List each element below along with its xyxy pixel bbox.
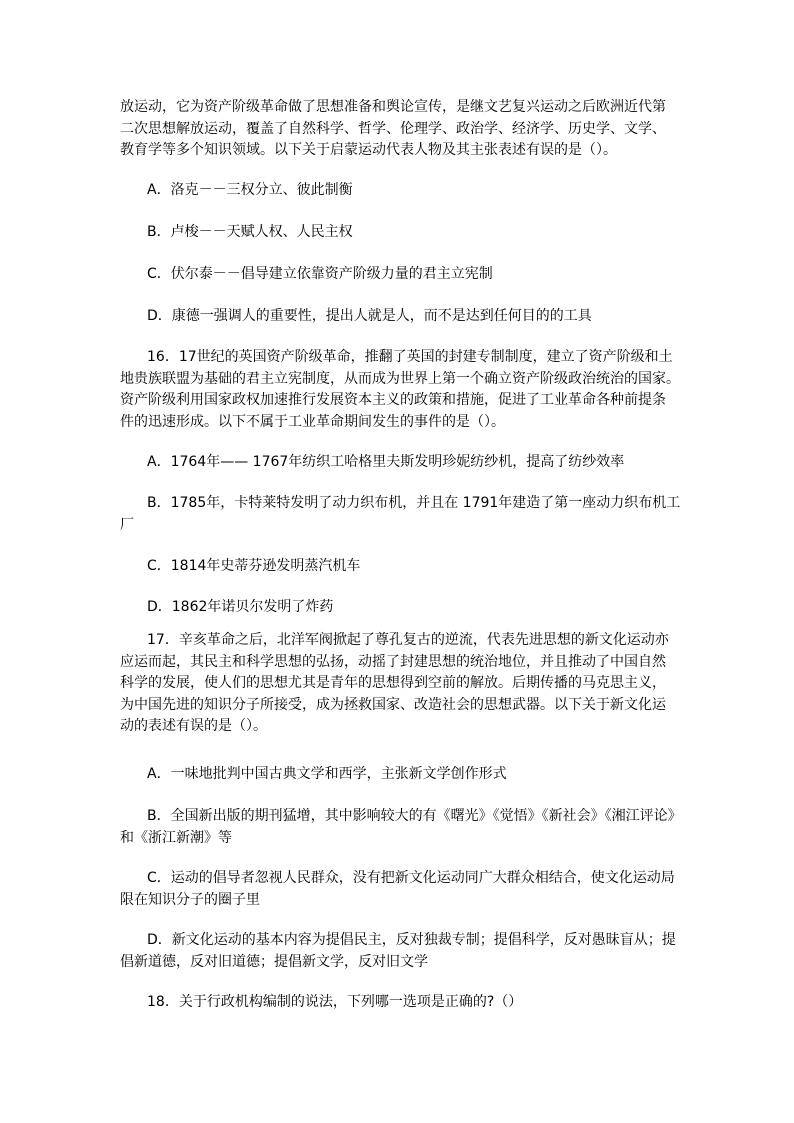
- q17-option-b: [120, 806, 692, 849]
- q16-stem: [120, 347, 692, 433]
- q16-option-b: [120, 493, 692, 536]
- text-line: 件的迅速形成。以下不属于工业革命期间发生的事件的是（）。: [120, 413, 505, 430]
- text-line: 资产阶级利用国家政权加速推行发展资本主义的政策和措施，促进了工业革命各种前提条: [120, 392, 666, 408]
- text-line: 地贵族联盟为基础的君主立宪制度，从而成为世界上第一个确立资产阶级政治统治的国家。: [120, 370, 680, 387]
- text-line: B．1785年，卡特莱特发明了动力织布机，并且在 1791年建造了第一座动力织布机工: [147, 495, 681, 511]
- q16-option-a: A．1764年—— 1767年纺织工哈格里夫斯发明珍妮纺纱机，提高了纺纱效率: [147, 454, 625, 470]
- q17-stem: [120, 630, 692, 738]
- text-line: 放运动，它为资产阶级革命做了思想准备和舆论宣传，是继文艺复兴运动之后欧洲近代第: [120, 99, 666, 115]
- text-line: 16．17世纪的英国资产阶级革命，推翻了英国的封建专制制度，建立了资产阶级和土: [147, 349, 673, 365]
- text-line: 和《浙江新潮》等: [120, 829, 232, 846]
- text-line: 动的表述有误的是（）。: [120, 718, 267, 734]
- text-line: 科学的发展，使人们的思想尤其是青年的思想得到空前的解放。后期传播的马克思主义，: [120, 675, 666, 691]
- text-line: 限在知识分子的圈子里: [120, 891, 260, 908]
- q15-option-c: C．伏尔泰－－倡导建立依靠资产阶级力量的君主立宪制: [147, 266, 493, 282]
- q17-option-d: [120, 930, 692, 973]
- q17-option-c: [120, 868, 692, 911]
- text-line: 厂: [120, 516, 134, 533]
- q15-option-b: B．卢梭－－天赋人权、人民主权: [147, 224, 353, 240]
- text-line: 倡新道德，反对旧道德；提倡新文学，反对旧文学: [120, 953, 428, 970]
- text-line: 17．辛亥革命之后，北洋军阀掀起了尊孔复古的逆流，代表先进思想的新文化运动亦: [147, 632, 669, 648]
- text-line: B．全国新出版的期刊猛增，其中影响较大的有《曙光》《觉悟》《新社会》《湘江评论》: [147, 808, 682, 824]
- text-line: D．新文化运动的基本内容为提倡民主，反对独裁专制；提倡科学，反对愚昧盲从；提: [147, 932, 676, 948]
- q18-stem: [120, 992, 692, 1014]
- text-line: 教育学等多个知识领域。以下关于启蒙运动代表人物及其主张表述有误的是（）。: [120, 142, 617, 158]
- text-line: C．运动的倡导者忽视人民群众，没有把新文化运动同广大群众相结合，使文化运动局: [147, 870, 675, 886]
- text-line: 18．关于行政机构编制的说法，下列哪一选项是正确的?（）: [147, 994, 523, 1010]
- q16-option-d: D．1862年诺贝尔发明了炸药: [147, 599, 334, 615]
- text-line: 为中国先进的知识分子所接受，成为拯救国家、改造社会的思想武器。以下关于新文化运: [120, 696, 666, 713]
- q15-option-a: A．洛克－－三权分立、彼此制衡: [147, 182, 353, 198]
- text-line: 应运而起，其民主和科学思想的弘扬，动摇了封建思想的统治地位，并且推动了中国自然: [120, 653, 666, 670]
- text-line: 二次思想解放运动，覆盖了自然科学、哲学、伦理学、政治学、经济学、历史学、文学、: [120, 120, 666, 137]
- q15-stem: [120, 97, 692, 162]
- q16-option-c: C．1814年史蒂芬逊发明蒸汽机车: [147, 558, 361, 574]
- q17-option-a: A．一味地批判中国古典文学和西学，主张新文学创作形式: [147, 766, 507, 782]
- q15-option-d: D．康德一强调人的重要性，提出人就是人，而不是达到任何目的的工具: [147, 308, 592, 324]
